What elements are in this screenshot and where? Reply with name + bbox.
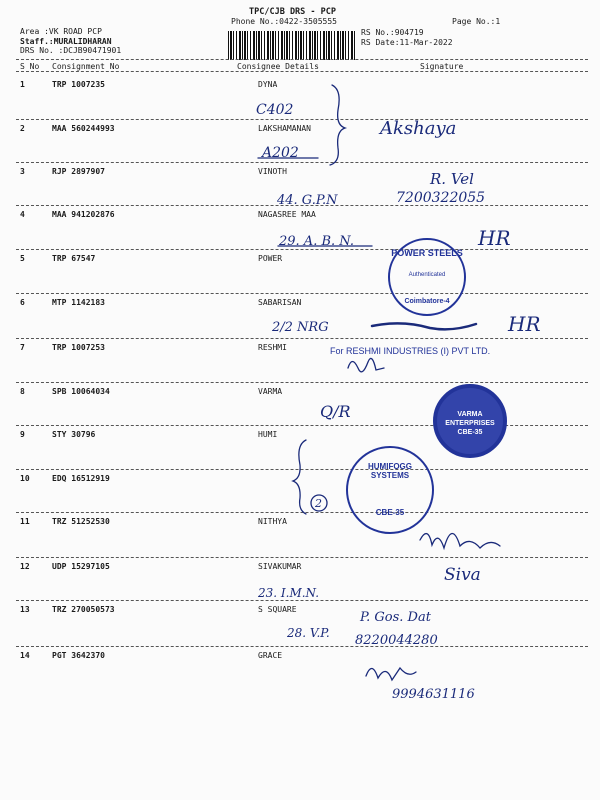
row-consignment-no: TRZ 51252530 xyxy=(52,517,110,526)
row-sno: 10 xyxy=(20,474,30,483)
stamp-reshmi-industries: For RESHMI INDUSTRIES (I) PVT LTD. xyxy=(330,346,491,356)
row-sno: 3 xyxy=(20,167,25,176)
col-header-consignee: Consignee Details xyxy=(237,62,319,71)
row-consignee: LAKSHAMANAN xyxy=(258,124,311,133)
row-sno: 12 xyxy=(20,562,30,571)
row-sno: 9 xyxy=(20,430,25,439)
row-sno: 14 xyxy=(20,651,30,660)
hw-phone-row14: 9994631116 xyxy=(392,687,475,702)
hw-address-row4: 29. A. B. N. xyxy=(279,234,354,249)
stamp-varma-enterprises: VARMA ENTERPRISES CBE-35 xyxy=(433,384,507,458)
row-consignment-no: EDQ 16512919 xyxy=(52,474,110,483)
row-consignment-no: PGT 3642370 xyxy=(52,651,105,660)
row-consignment-no: TRP 1007253 xyxy=(52,343,105,352)
row-consignee: HUMI xyxy=(258,430,278,439)
row-consignment-no: RJP 2897907 xyxy=(52,167,105,176)
row-consignee: VARMA xyxy=(258,387,283,396)
row-sno: 7 xyxy=(20,343,25,352)
rs-number: RS No.:904719 xyxy=(361,28,424,37)
hw-address-row12: 23. I.M.N. xyxy=(258,586,320,600)
hw-address-row13: 28. V.P. xyxy=(287,626,330,640)
col-header-consignment: Consignment No xyxy=(52,62,120,71)
stamp-power-steels: POWER STEELS Authenticated Coimbatore-4 xyxy=(388,238,466,316)
row-consignment-no: SPB 10064034 xyxy=(52,387,110,396)
hw-signature-row3: R. Vel xyxy=(430,170,474,188)
row-sno: 13 xyxy=(20,605,30,614)
signature-row7 xyxy=(348,358,384,371)
row-consignee: NAGASREE MAA xyxy=(258,210,316,219)
drs-number: DRS No. :DCJB90471901 xyxy=(20,46,122,55)
row-sno: 5 xyxy=(20,254,25,263)
circle-mark xyxy=(311,495,327,511)
row-consignee: RESHMI xyxy=(258,343,287,352)
hw-address-row1: C402 xyxy=(256,102,294,118)
brace-row9-10 xyxy=(293,440,306,514)
area-label: Area :VK ROAD PCP xyxy=(20,27,102,36)
hw-address-row6: 2/2 NRG xyxy=(272,320,329,335)
row-consignee: SABARISAN xyxy=(258,298,302,307)
hw-note-row8: Q/R xyxy=(320,402,351,421)
hw-signature-row12: Siva xyxy=(444,565,481,585)
row-sno: 6 xyxy=(20,298,25,307)
row-consignment-no: UDP 15297105 xyxy=(52,562,110,571)
row-consignment-no: TRZ 270050573 xyxy=(52,605,115,614)
rs-date: RS Date:11-Mar-2022 xyxy=(361,38,453,47)
row-consignee: S SQUARE xyxy=(258,605,297,614)
hw-address-row3: 44. G.P.N xyxy=(277,193,338,208)
row-consignee: SIVAKUMAR xyxy=(258,562,302,571)
document-title: TPC/CJB DRS - PCP xyxy=(249,7,336,17)
hw-phone-row3: 7200322055 xyxy=(396,190,486,206)
row-consignment-no: TRP 67547 xyxy=(52,254,96,263)
hw-signature-row4: HR xyxy=(478,226,511,250)
hw-phone-row13: 8220044280 xyxy=(355,633,438,648)
row-sno: 11 xyxy=(20,517,30,526)
page-number: Page No.:1 xyxy=(452,17,501,26)
hw-signature-row2: Akshaya xyxy=(380,118,457,139)
staff-label: Staff.:MURALIDHARAN xyxy=(20,37,112,46)
row-consignment-no: MAA 941202876 xyxy=(52,210,115,219)
row-consignment-no: MAA 560244993 xyxy=(52,124,115,133)
col-header-signature: Signature xyxy=(420,62,464,71)
row-consignment-no: MTP 1142183 xyxy=(52,298,105,307)
strike-row6 xyxy=(372,323,476,329)
row-consignee: NITHYA xyxy=(258,517,287,526)
hw-signature-row6: HR xyxy=(508,312,541,336)
stamp-humifogg-systems: HUMIFOGG SYSTEMS CBE-35 xyxy=(346,446,434,534)
row-consignee: DYNA xyxy=(258,80,278,89)
hw-circled-note: 2 xyxy=(315,497,322,510)
row-consignment-no: TRP 1007235 xyxy=(52,80,105,89)
signature-row11 xyxy=(420,533,500,548)
hw-signature-row13: P. Gos. Dat xyxy=(360,610,431,625)
brace-row1-2 xyxy=(330,85,345,165)
row-consignee: VINOTH xyxy=(258,167,287,176)
row-consignee: GRACE xyxy=(258,651,283,660)
phone-number: Phone No.:0422-3505555 xyxy=(231,17,337,26)
signature-row14 xyxy=(366,668,416,680)
row-sno: 1 xyxy=(20,80,25,89)
row-consignee: POWER xyxy=(258,254,283,263)
row-sno: 4 xyxy=(20,210,25,219)
row-sno: 8 xyxy=(20,387,25,396)
row-consignment-no: STY 30796 xyxy=(52,430,96,439)
hw-address-row2: A202 xyxy=(262,145,299,161)
row-sno: 2 xyxy=(20,124,25,133)
col-header-sno: S No xyxy=(20,62,40,71)
